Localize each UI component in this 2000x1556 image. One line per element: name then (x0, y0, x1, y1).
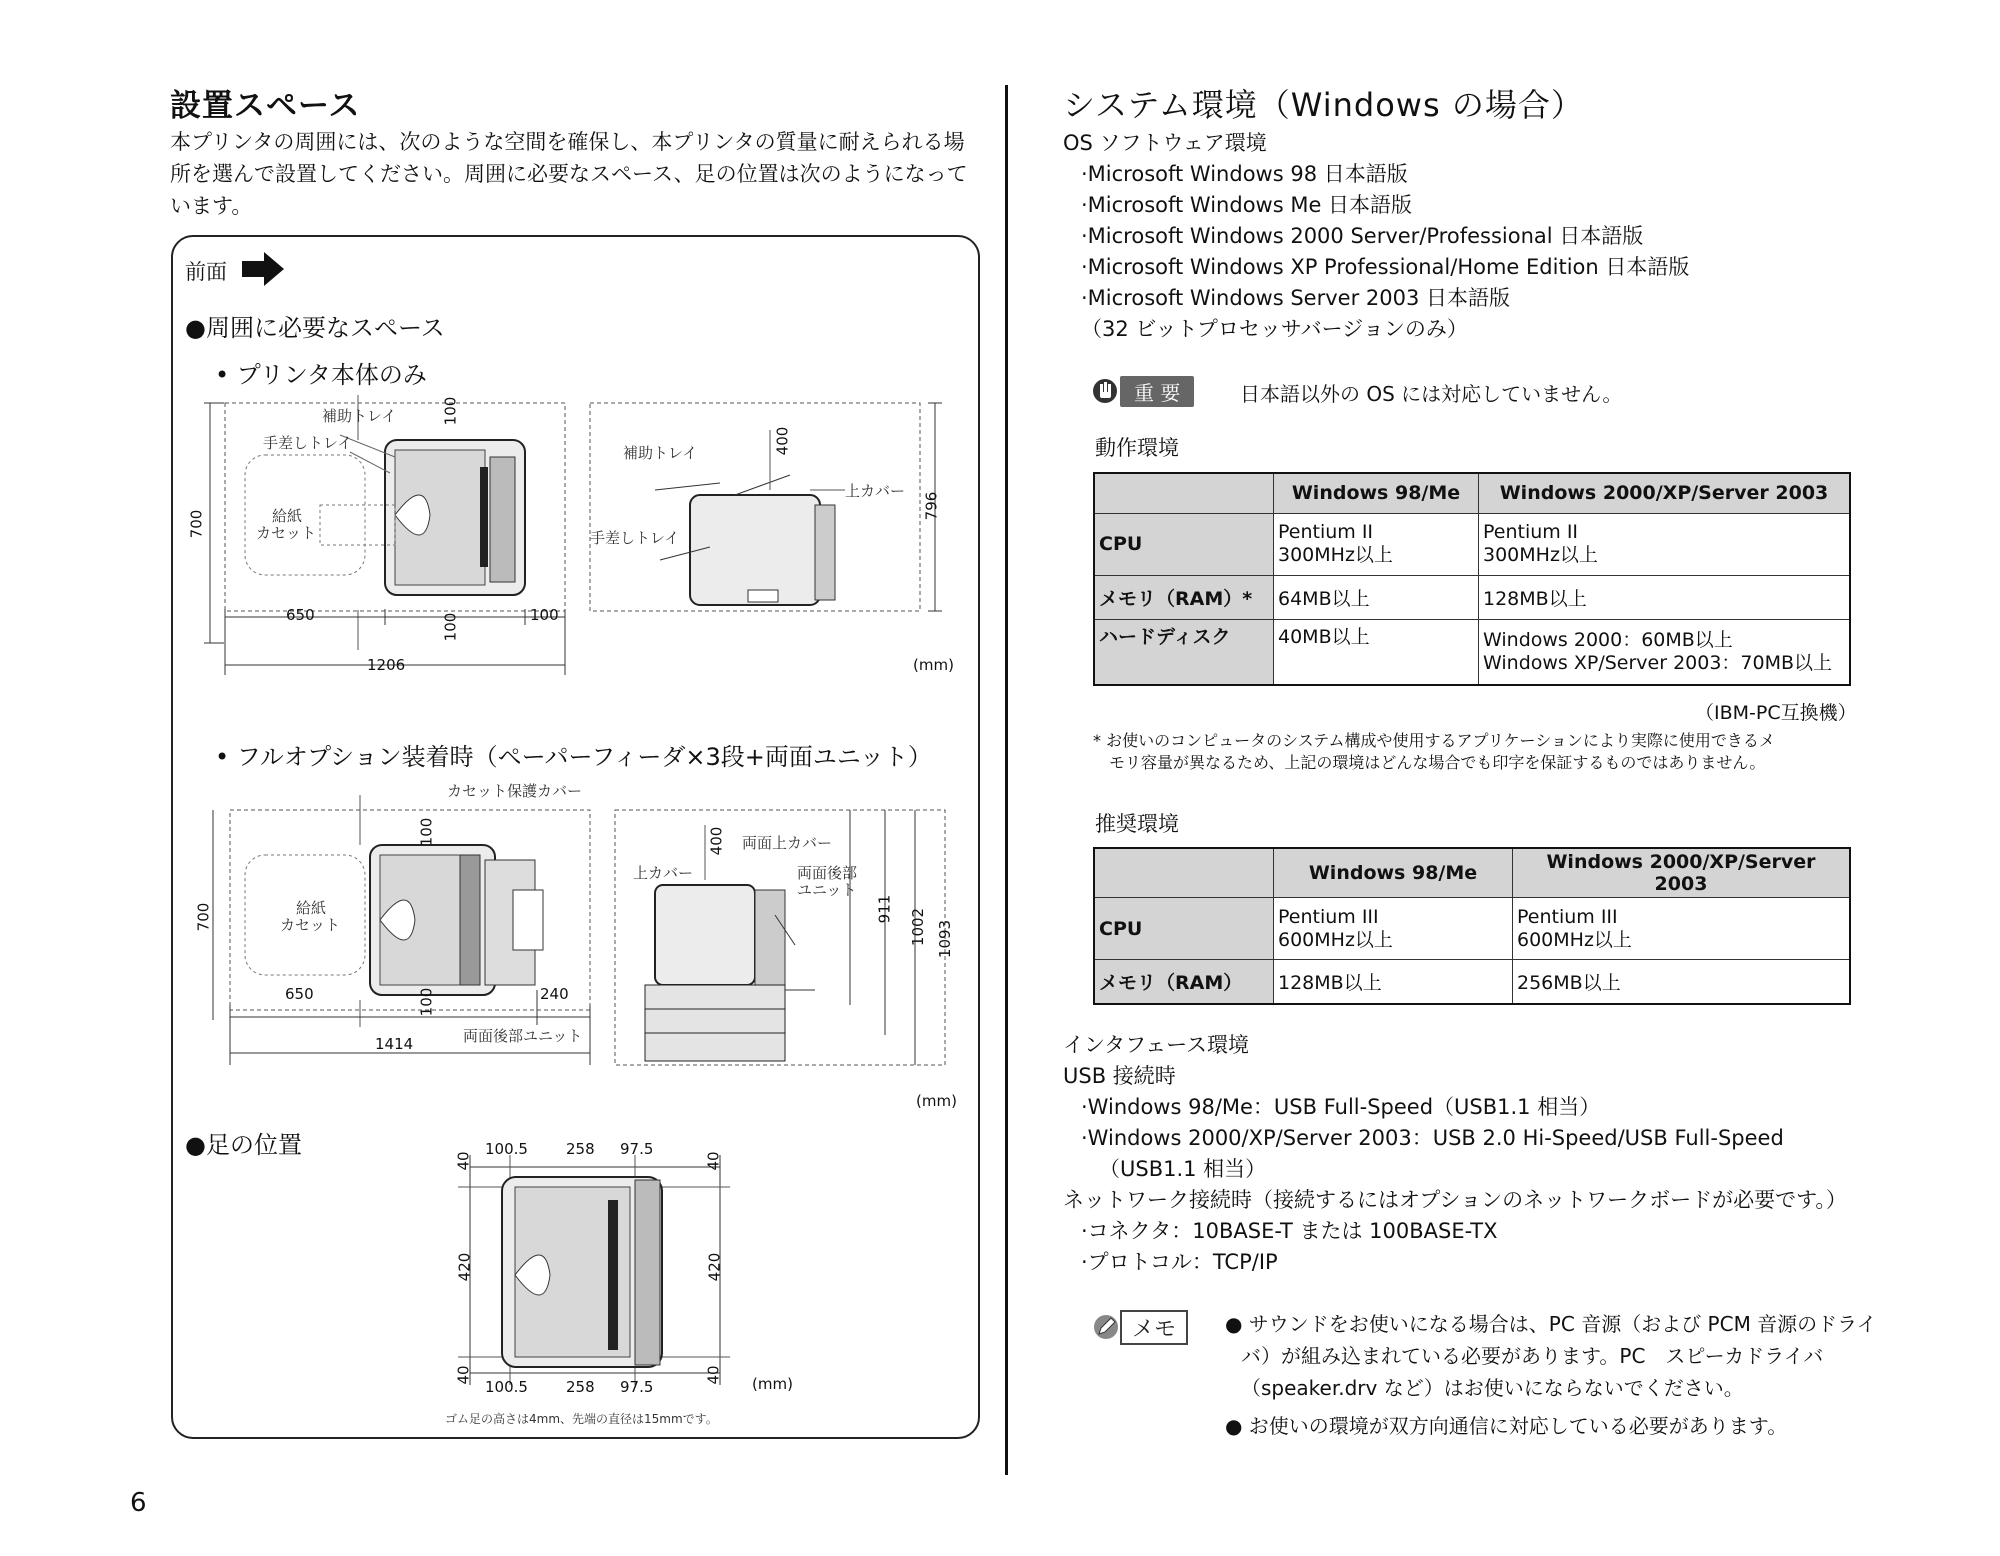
page-number: 6 (130, 1488, 147, 1518)
memo-item-cont: バ）が組み込まれている必要があります。PC スピーカドライバ (1241, 1344, 1824, 1368)
feet-right-dim-3: 40 (704, 1365, 723, 1385)
os-item: ·Microsoft Windows XP Professional/Home Edition 日本語版 (1081, 255, 1690, 279)
label-aux-tray: 補助トレイ (322, 407, 397, 425)
table-header: Windows 2000/XP/Server 2003 (1513, 848, 1851, 898)
section-space-label: ●周囲に必要なスペース (185, 314, 445, 342)
label-manual-tray: 手差しトレイ (263, 434, 353, 452)
memo-item: ● サウンドをお使いになる場合は、PC 音源（および PCM 音源のドライ (1225, 1312, 1877, 1336)
memo-text (1225, 1308, 1885, 1442)
unit-mm-1: (mm) (913, 656, 954, 674)
feet-left-dim-1: 40 (454, 1151, 473, 1171)
feet-top-dim-3: 97.5 (620, 1140, 654, 1158)
feet-top-dim-1: 100.5 (485, 1140, 528, 1158)
table-cell: Pentium II 300MHz以上 (1479, 513, 1851, 575)
important-badge: 重 要 (1120, 376, 1194, 407)
label-manual-tray-side: 手差しトレイ (590, 529, 680, 547)
os-item: ·Microsoft Windows Me 日本語版 (1081, 193, 1413, 217)
label-cassette-2: カセット (256, 524, 317, 542)
dim-side-796: 796 (922, 491, 941, 521)
label-cassette-1-full: 給紙 (296, 899, 327, 917)
feet-right-dim-2: 420 (705, 1252, 724, 1282)
dim-total-1414: 1414 (375, 1035, 414, 1053)
dim-top-100: 100 (441, 396, 460, 426)
important-hand-icon (1092, 377, 1118, 405)
table-header-blank (1094, 473, 1274, 513)
pencil-icon (1092, 1313, 1122, 1341)
dim-bottom-100-full: 100 (417, 987, 436, 1017)
asterisk-note (1093, 730, 1775, 774)
table-row-header: メモリ（RAM） (1094, 960, 1274, 1004)
table-cell: Pentium II 300MHz以上 (1274, 513, 1479, 575)
usb-item: ·Windows 2000/XP/Server 2003：USB 2.0 Hi-Speed/USB Full-Speed (1081, 1126, 1784, 1150)
asterisk-note-line: * お使いのコンピュータのシステム構成や使用するアプリケーションにより実際に使用できるメ (1093, 731, 1775, 750)
table-header: Windows 2000/XP/Server 2003 (1479, 473, 1851, 513)
dim-left-700-full: 700 (194, 902, 213, 932)
os-item: ·Microsoft Windows 2000 Server/Professional 日本語版 (1081, 224, 1644, 248)
interface-heading: インタフェース環境 (1063, 1033, 1250, 1057)
dim-bottom-100b: 100 (530, 606, 559, 624)
interface-block (1063, 1030, 1847, 1278)
table-header-blank (1094, 848, 1274, 898)
dim-side-400-full: 400 (707, 826, 726, 856)
section-title-installation: 設置スペース (170, 88, 361, 124)
usb-item-cont: （USB1.1 相当） (1099, 1157, 1267, 1181)
memo-item: ● お使いの環境が双方向通信に対応している必要があります。 (1225, 1414, 1788, 1438)
important-text: 日本語以外の OS には対応していません。 (1240, 382, 1623, 406)
os-heading: OS ソフトウェア環境 (1063, 131, 1267, 155)
sub-printer-only-label: • プリンタ本体のみ (215, 361, 427, 389)
intro-line: 本プリンタの周囲には、次のような空間を確保し、本プリンタの質量に耐えられる場 (170, 130, 965, 154)
network-item: ·プロトコル：TCP/IP (1081, 1250, 1278, 1274)
label-cassette-1: 給紙 (272, 507, 303, 525)
dim-side-400: 400 (773, 426, 792, 456)
feet-right-dim-1: 40 (704, 1151, 723, 1171)
feet-left-dim-3: 40 (454, 1365, 473, 1385)
table-cell: 128MB以上 (1479, 575, 1851, 619)
op-env-heading: 動作環境 (1095, 436, 1179, 460)
intro-line: います。 (170, 194, 253, 218)
table-cell: 64MB以上 (1274, 575, 1479, 619)
asterisk-note-line: モリ容量が異なるため、上記の環境はどんな場合でも印字を保証するものではありません。 (1109, 753, 1766, 772)
operating-env-table (1093, 472, 1851, 686)
rec-env-heading: 推奨環境 (1095, 812, 1179, 836)
front-arrow-icon (240, 250, 286, 288)
dim-side-1002: 1002 (909, 907, 928, 947)
dim-bottom-650-full: 650 (285, 985, 314, 1003)
dim-total-1206: 1206 (367, 656, 406, 674)
dim-side-1093: 1093 (936, 919, 955, 959)
label-aux-tray-side: 補助トレイ (623, 444, 698, 462)
table-row-header: CPU (1094, 513, 1274, 575)
dim-left-700: 700 (187, 509, 206, 539)
ibm-note: （IBM-PC互換機） (1695, 702, 1857, 724)
usb-heading: USB 接続時 (1063, 1064, 1176, 1088)
section-title-system: システム環境（Windows の場合） (1063, 86, 1584, 124)
dim-bottom-650: 650 (286, 606, 315, 624)
dim-side-911: 911 (875, 894, 894, 924)
table-cell: Windows 2000：60MB以上 Windows XP/Server 2003：70MB以上 (1479, 619, 1851, 685)
intro-line: 所を選んで設置してください。周囲に必要なスペース、足の位置は次のようになって (170, 162, 968, 186)
network-heading: ネットワーク接続時（接続するにはオプションのネットワークボードが必要です。） (1063, 1188, 1847, 1212)
column-divider (1005, 85, 1008, 1475)
label-duplex-rear-side-2: ユニット (797, 881, 857, 899)
table-cell: Pentium III 600MHz以上 (1274, 898, 1513, 960)
usb-item: ·Windows 98/Me：USB Full-Speed（USB1.1 相当） (1081, 1095, 1601, 1119)
os-item: ·Microsoft Windows Server 2003 日本語版 (1081, 286, 1510, 310)
os-software-block (1063, 128, 1689, 345)
section-feet-label: ●足の位置 (185, 1131, 302, 1159)
label-duplex-top-cover: 両面上カバー (742, 834, 833, 852)
dim-right-240: 240 (540, 985, 569, 1003)
table-cell: 40MB以上 (1274, 619, 1479, 685)
table-header: Windows 98/Me (1274, 473, 1479, 513)
os-note: （32 ビットプロセッサバージョンのみ） (1081, 317, 1468, 341)
feet-left-dim-2: 420 (455, 1252, 474, 1282)
table-row-header: ハードディスク (1094, 619, 1274, 685)
label-duplex-rear: 両面後部ユニット (463, 1027, 583, 1045)
dim-bottom-100a: 100 (441, 612, 460, 642)
table-header: Windows 98/Me (1274, 848, 1513, 898)
dim-top-100-full: 100 (417, 817, 436, 847)
label-cassette-cover: カセット保護カバー (447, 782, 583, 800)
network-item: ·コネクタ：10BASE-T または 100BASE-TX (1081, 1219, 1498, 1243)
label-top-cover-full: 上カバー (633, 864, 694, 882)
recommended-env-table (1093, 847, 1851, 1005)
memo-item-cont: （speaker.drv など）はお使いにならないでください。 (1241, 1376, 1744, 1400)
feet-bottom-dim-2: 258 (566, 1378, 595, 1396)
feet-footnote: ゴム足の高さは4mm、先端の直径は15mmです。 (445, 1412, 718, 1426)
table-row-header: CPU (1094, 898, 1274, 960)
label-duplex-rear-side-1: 両面後部 (797, 864, 858, 882)
feet-bottom-dim-1: 100.5 (485, 1378, 528, 1396)
unit-mm-3: (mm) (752, 1375, 793, 1393)
table-cell: 128MB以上 (1274, 960, 1513, 1004)
table-cell: Pentium III 600MHz以上 (1513, 898, 1851, 960)
sub-full-option-label: • フルオプション装着時（ペーパーフィーダ×3段+両面ユニット） (215, 743, 932, 771)
feet-top-dim-2: 258 (566, 1140, 595, 1158)
table-row-header: メモリ（RAM）* (1094, 575, 1274, 619)
intro-paragraph (170, 126, 990, 222)
label-top-cover: 上カバー (845, 482, 906, 500)
table-cell: 256MB以上 (1513, 960, 1851, 1004)
feet-bottom-dim-3: 97.5 (620, 1378, 654, 1396)
os-item: ·Microsoft Windows 98 日本語版 (1081, 162, 1408, 186)
memo-badge: メモ (1120, 1310, 1188, 1345)
unit-mm-2: (mm) (916, 1092, 957, 1110)
front-label: 前面 (185, 260, 227, 284)
label-cassette-2-full: カセット (280, 916, 341, 934)
